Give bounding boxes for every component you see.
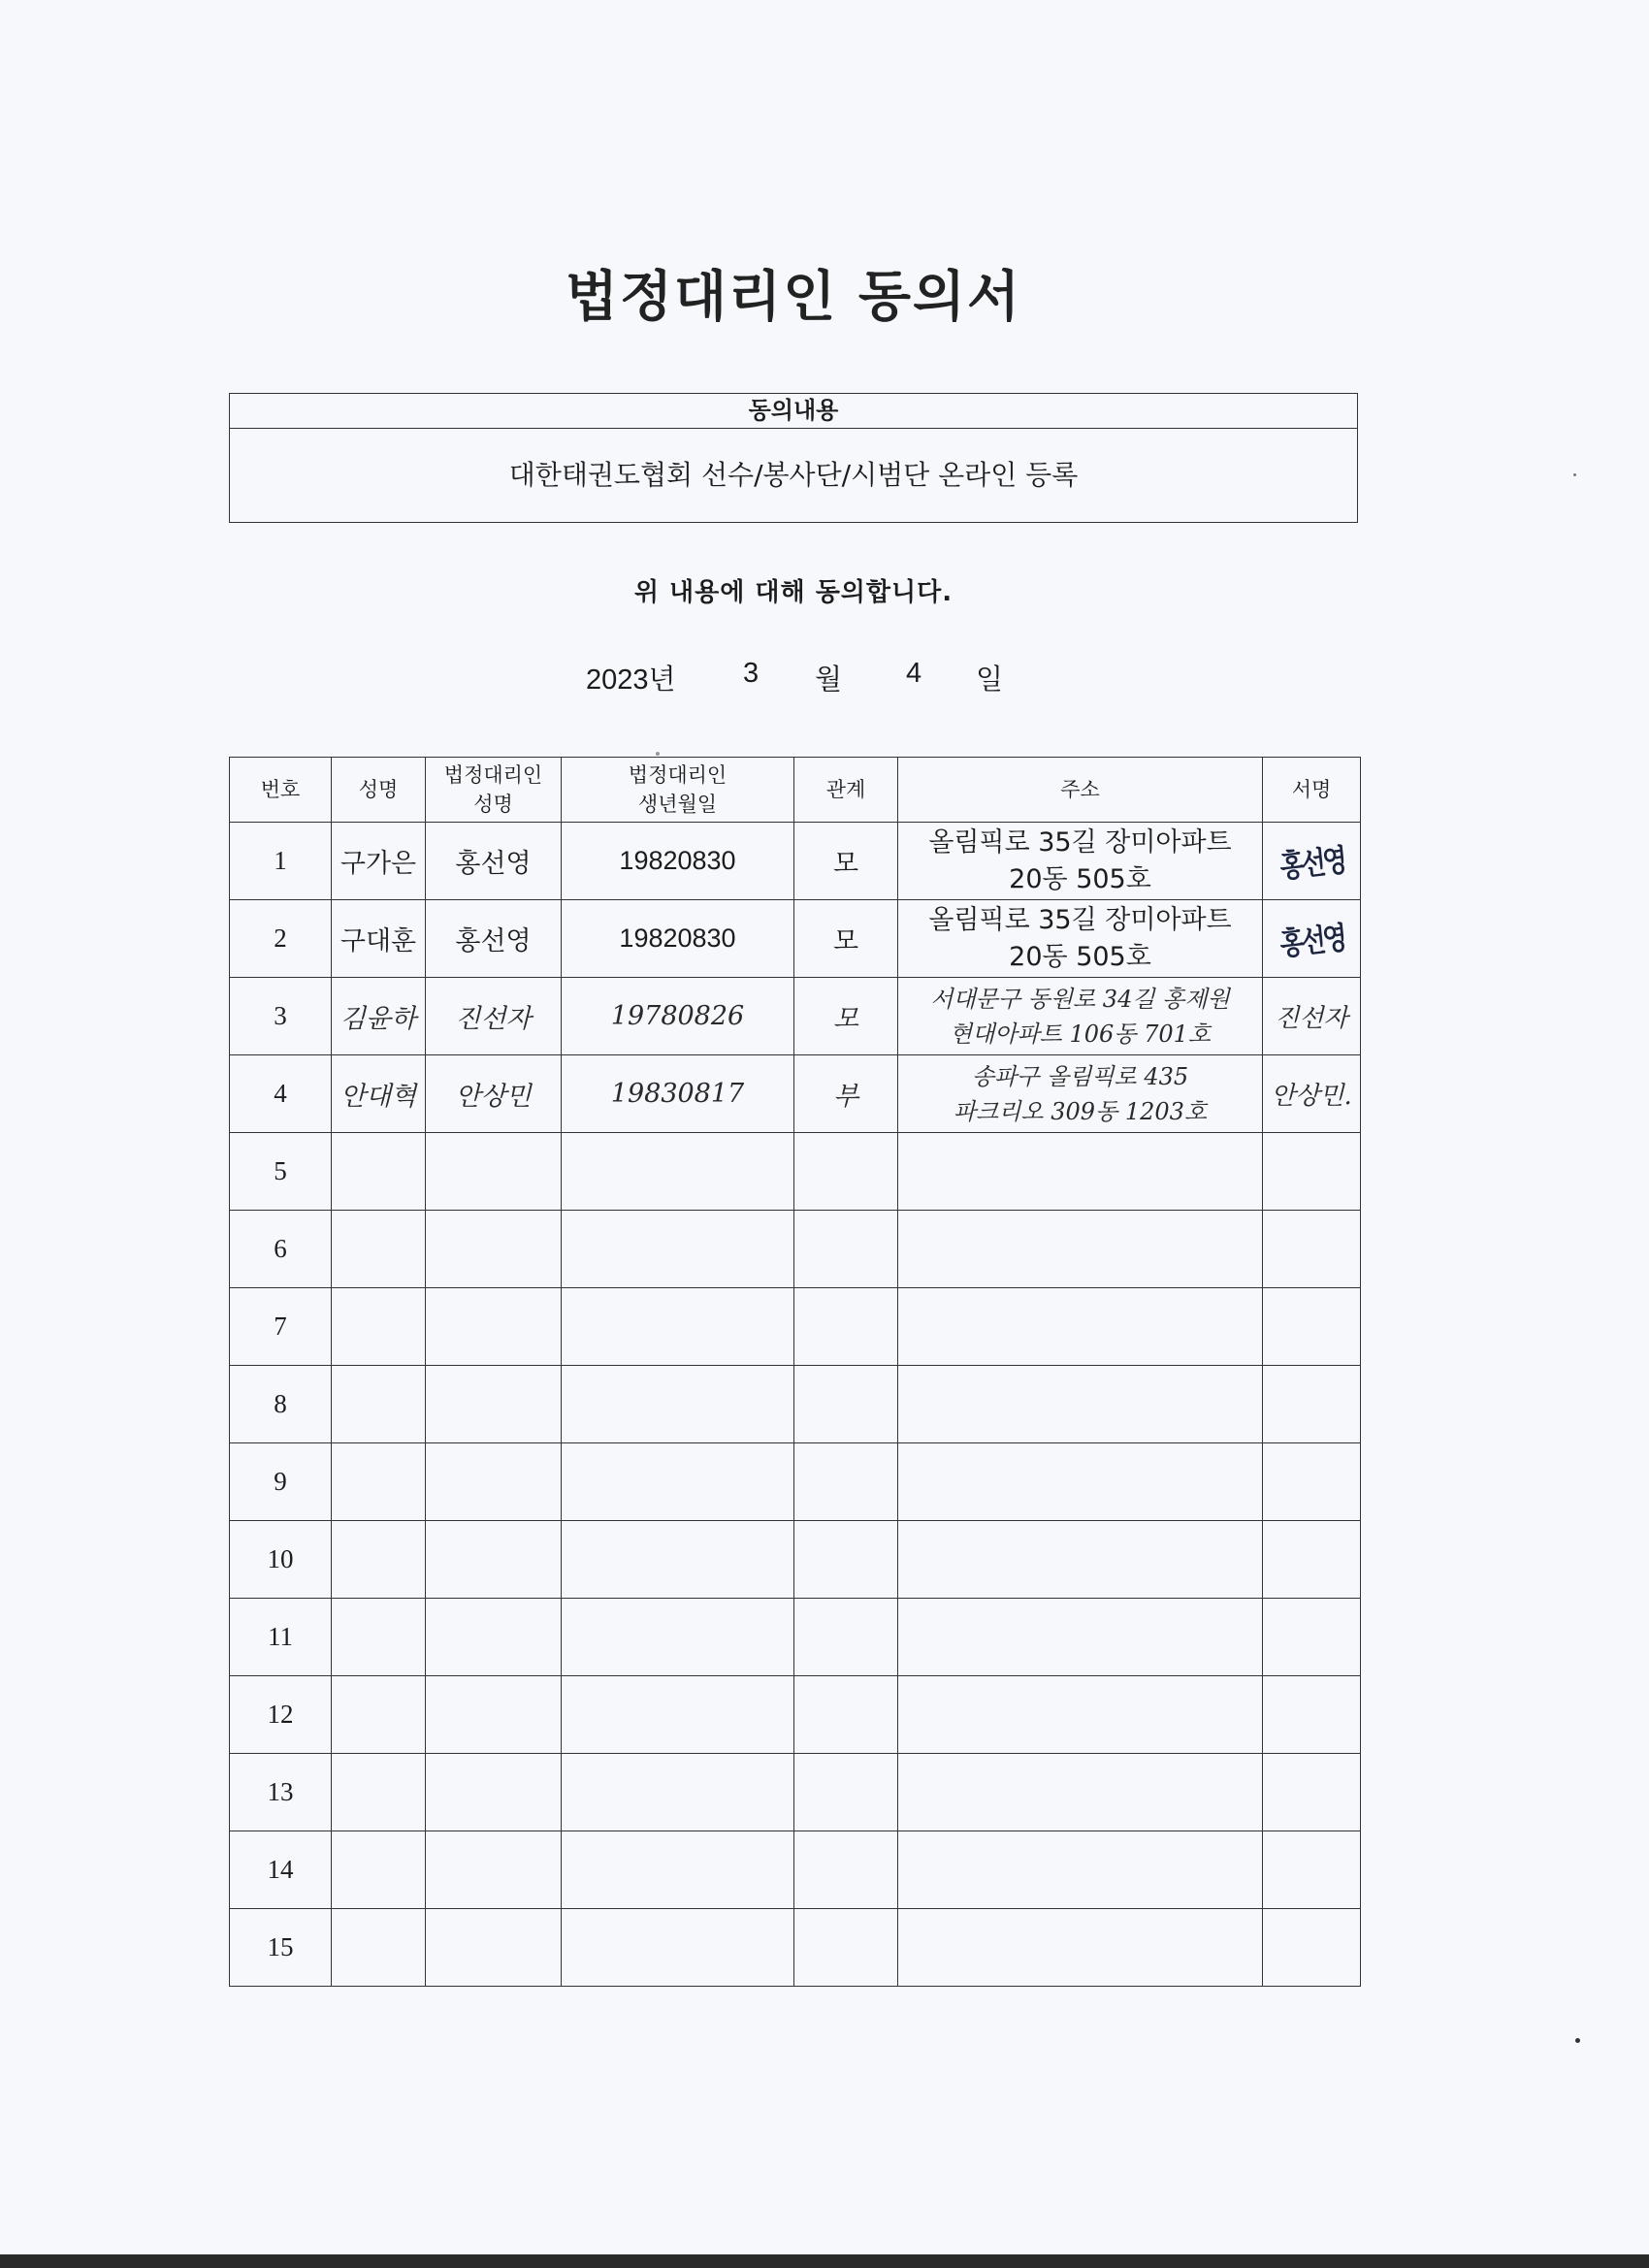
cell-number: 13 bbox=[230, 1754, 332, 1831]
cell-guardian-dob bbox=[562, 1521, 794, 1599]
cell-address bbox=[898, 978, 1263, 1055]
cell-relation bbox=[794, 1211, 898, 1288]
cell-guardian-dob bbox=[562, 1211, 794, 1288]
agreement-statement: 위 내용에 대해 동의합니다. bbox=[633, 578, 954, 607]
cell-guardian-dob bbox=[562, 1599, 794, 1676]
cell-name bbox=[332, 1443, 426, 1521]
signature-mark: 홍선영 bbox=[1277, 919, 1346, 962]
signature-mark: 홍선영 bbox=[1277, 841, 1346, 885]
cell-relation bbox=[794, 1366, 898, 1443]
header-signature: 서명 bbox=[1263, 758, 1361, 823]
cell-guardian-dob: 19820830 bbox=[562, 823, 794, 900]
cell-address bbox=[898, 1211, 1263, 1288]
consent-section bbox=[229, 393, 1358, 523]
cell-relation: 부 bbox=[794, 1055, 898, 1133]
cell-address bbox=[898, 823, 1263, 900]
cell-signature bbox=[1263, 823, 1361, 900]
cell-guardian-name: 홍선영 bbox=[426, 900, 562, 978]
cell-name bbox=[332, 1754, 426, 1831]
cell-number: 12 bbox=[230, 1676, 332, 1754]
cell-guardian-name bbox=[426, 1211, 562, 1288]
cell-signature bbox=[1263, 1831, 1361, 1909]
cell-guardian-name: 홍선영 bbox=[426, 823, 562, 900]
cell-guardian-dob: 19820830 bbox=[562, 900, 794, 978]
scan-speck bbox=[1573, 473, 1576, 476]
cell-guardian-name bbox=[426, 1133, 562, 1211]
table-row bbox=[230, 1599, 1361, 1676]
cell-guardian-dob bbox=[562, 1676, 794, 1754]
cell-relation: 모 bbox=[794, 978, 898, 1055]
cell-signature bbox=[1263, 1288, 1361, 1366]
cell-guardian-name bbox=[426, 1366, 562, 1443]
cell-address bbox=[898, 1133, 1263, 1211]
address-line-2: 20동 505호 bbox=[1009, 941, 1151, 972]
table-row bbox=[230, 1133, 1361, 1211]
cell-guardian-name bbox=[426, 1676, 562, 1754]
cell-name: 안대혁 bbox=[332, 1055, 426, 1133]
cell-guardian-name: 진선자 bbox=[426, 978, 562, 1055]
cell-number: 3 bbox=[230, 978, 332, 1055]
cell-address bbox=[898, 1754, 1263, 1831]
cell-number: 8 bbox=[230, 1366, 332, 1443]
cell-relation bbox=[794, 1288, 898, 1366]
scan-speck bbox=[656, 752, 660, 756]
cell-number: 15 bbox=[230, 1909, 332, 1987]
table-row bbox=[230, 1055, 1361, 1133]
cell-signature bbox=[1263, 978, 1361, 1055]
cell-guardian-name: 안상민 bbox=[426, 1055, 562, 1133]
signature-mark: 진선자 bbox=[1275, 1004, 1348, 1033]
cell-guardian-dob bbox=[562, 1288, 794, 1366]
cell-address bbox=[898, 1599, 1263, 1676]
cell-guardian-dob bbox=[562, 1366, 794, 1443]
address-line-2: 파크리오 309동 1203호 bbox=[953, 1097, 1208, 1125]
cell-guardian-dob bbox=[562, 1831, 794, 1909]
cell-guardian-dob bbox=[562, 1443, 794, 1521]
table-row bbox=[230, 900, 1361, 978]
cell-guardian-name bbox=[426, 1599, 562, 1676]
address-line-1: 서대문구 동원로 34길 홍제원 bbox=[930, 985, 1230, 1013]
guardian-roster-table bbox=[229, 757, 1361, 1987]
table-row bbox=[230, 1288, 1361, 1366]
table-row bbox=[230, 1831, 1361, 1909]
header-relation: 관계 bbox=[794, 758, 898, 823]
date-month: 3 bbox=[743, 658, 760, 689]
date-day-unit: 일 bbox=[976, 664, 1004, 696]
header-guardian-name: 법정대리인 성명 bbox=[426, 758, 562, 823]
cell-relation bbox=[794, 1754, 898, 1831]
document-title: 법정대리인 동의서 bbox=[565, 266, 1022, 329]
cell-number: 5 bbox=[230, 1133, 332, 1211]
header-number: 번호 bbox=[230, 758, 332, 823]
cell-guardian-name bbox=[426, 1909, 562, 1987]
cell-name bbox=[332, 1676, 426, 1754]
table-row bbox=[230, 1211, 1361, 1288]
cell-signature bbox=[1263, 1055, 1361, 1133]
cell-address bbox=[898, 1676, 1263, 1754]
cell-name bbox=[332, 1909, 426, 1987]
cell-guardian-name bbox=[426, 1754, 562, 1831]
address-line-2: 현대아파트 106동 701호 bbox=[949, 1020, 1212, 1048]
cell-name bbox=[332, 1599, 426, 1676]
consent-header: 동의내용 bbox=[230, 394, 1357, 429]
cell-name bbox=[332, 1831, 426, 1909]
date-month-unit: 월 bbox=[815, 664, 843, 696]
table-row bbox=[230, 1443, 1361, 1521]
cell-guardian-name bbox=[426, 1443, 562, 1521]
table-row bbox=[230, 1909, 1361, 1987]
cell-number: 7 bbox=[230, 1288, 332, 1366]
consent-content: 대한태권도협회 선수/봉사단/시범단 온라인 등록 bbox=[508, 459, 1079, 491]
address-line-1: 송파구 올림픽로 435 bbox=[971, 1062, 1189, 1090]
cell-address bbox=[898, 1521, 1263, 1599]
cell-name: 구가은 bbox=[332, 823, 426, 900]
cell-signature bbox=[1263, 1366, 1361, 1443]
cell-number: 4 bbox=[230, 1055, 332, 1133]
cell-guardian-name bbox=[426, 1521, 562, 1599]
cell-relation bbox=[794, 1909, 898, 1987]
header-address: 주소 bbox=[898, 758, 1263, 823]
address-line-1: 올림픽로 35길 장미아파트 bbox=[928, 904, 1232, 935]
cell-address bbox=[898, 1288, 1263, 1366]
cell-number: 1 bbox=[230, 823, 332, 900]
cell-guardian-dob bbox=[562, 1133, 794, 1211]
cell-number: 9 bbox=[230, 1443, 332, 1521]
cell-guardian-dob: 19780826 bbox=[562, 978, 794, 1055]
cell-signature bbox=[1263, 1676, 1361, 1754]
cell-relation: 모 bbox=[794, 900, 898, 978]
cell-guardian-name bbox=[426, 1831, 562, 1909]
signature-mark: 안상민. bbox=[1271, 1082, 1352, 1111]
cell-name: 구대훈 bbox=[332, 900, 426, 978]
cell-number: 11 bbox=[230, 1599, 332, 1676]
cell-name bbox=[332, 1211, 426, 1288]
table-row bbox=[230, 1676, 1361, 1754]
cell-number: 6 bbox=[230, 1211, 332, 1288]
cell-relation bbox=[794, 1599, 898, 1676]
cell-address bbox=[898, 1366, 1263, 1443]
cell-address bbox=[898, 1443, 1263, 1521]
cell-signature bbox=[1263, 900, 1361, 978]
cell-signature bbox=[1263, 1443, 1361, 1521]
cell-signature bbox=[1263, 1133, 1361, 1211]
cell-number: 10 bbox=[230, 1521, 332, 1599]
cell-number: 14 bbox=[230, 1831, 332, 1909]
table-row bbox=[230, 978, 1361, 1055]
table-row bbox=[230, 1366, 1361, 1443]
table-row bbox=[230, 823, 1361, 900]
cell-relation bbox=[794, 1521, 898, 1599]
cell-signature bbox=[1263, 1521, 1361, 1599]
cell-name bbox=[332, 1521, 426, 1599]
cell-guardian-name bbox=[426, 1288, 562, 1366]
cell-name bbox=[332, 1366, 426, 1443]
cell-address bbox=[898, 1909, 1263, 1987]
cell-address bbox=[898, 1055, 1263, 1133]
table-row bbox=[230, 1521, 1361, 1599]
cell-relation bbox=[794, 1133, 898, 1211]
cell-name bbox=[332, 1288, 426, 1366]
cell-relation: 모 bbox=[794, 823, 898, 900]
cell-signature bbox=[1263, 1754, 1361, 1831]
cell-guardian-dob: 19830817 bbox=[562, 1055, 794, 1133]
cell-relation bbox=[794, 1443, 898, 1521]
table-header-row bbox=[230, 758, 1361, 823]
address-line-1: 올림픽로 35길 장미아파트 bbox=[928, 826, 1232, 858]
cell-relation bbox=[794, 1676, 898, 1754]
table-row bbox=[230, 1754, 1361, 1831]
cell-signature bbox=[1263, 1909, 1361, 1987]
cell-relation bbox=[794, 1831, 898, 1909]
date-day: 4 bbox=[906, 658, 922, 689]
date-year: 2023년 bbox=[586, 664, 676, 696]
header-name: 성명 bbox=[332, 758, 426, 823]
header-guardian-dob: 법정대리인 생년월일 bbox=[562, 758, 794, 823]
cell-signature bbox=[1263, 1599, 1361, 1676]
cell-guardian-dob bbox=[562, 1909, 794, 1987]
cell-guardian-dob bbox=[562, 1754, 794, 1831]
scan-speck bbox=[1575, 2038, 1580, 2043]
cell-address bbox=[898, 1831, 1263, 1909]
scan-edge bbox=[0, 2254, 1649, 2268]
cell-name: 김윤하 bbox=[332, 978, 426, 1055]
cell-address bbox=[898, 900, 1263, 978]
address-line-2: 20동 505호 bbox=[1009, 863, 1151, 894]
cell-name bbox=[332, 1133, 426, 1211]
cell-number: 2 bbox=[230, 900, 332, 978]
cell-signature bbox=[1263, 1211, 1361, 1288]
